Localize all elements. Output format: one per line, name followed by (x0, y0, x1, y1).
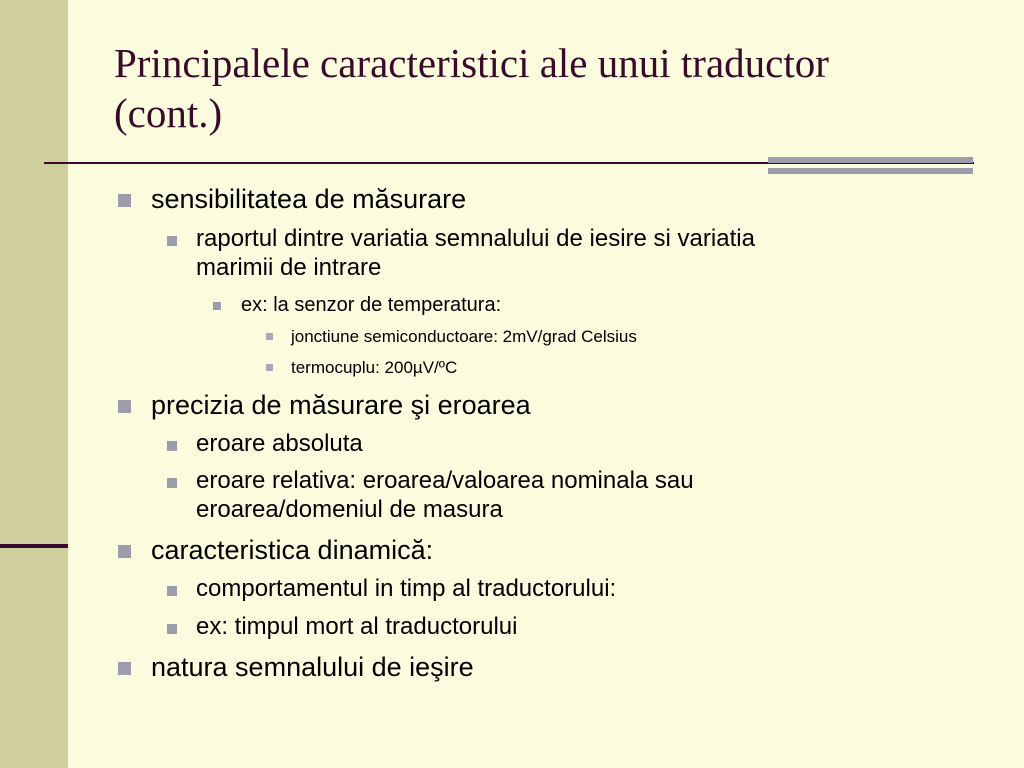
list-item-text: ex: la senzor de temperatura: (241, 294, 502, 316)
square-bullet-icon (213, 302, 221, 310)
list-item-text: comportamentul in timp al traductorului: (196, 575, 617, 602)
list-item-text: natura semnalului de ieşire (151, 652, 474, 682)
list-item-text: raportul dintre variatia semnalului de iesire si variatia (196, 225, 755, 252)
list-item-text: eroare relativa: eroarea/valoarea nominala sau (196, 467, 694, 494)
square-bullet-icon (167, 478, 177, 488)
list-item-text: ex: timpul mort al traductorului (196, 613, 518, 640)
square-bullet-icon (118, 400, 131, 413)
square-bullet-icon (118, 662, 131, 675)
square-bullet-icon (167, 236, 177, 246)
square-bullet-icon (118, 545, 131, 558)
slide-title-line-1: Principalele caracteristici ale unui traductor (114, 40, 829, 86)
side-bar (0, 0, 68, 768)
square-bullet-icon (266, 364, 273, 371)
square-bullet-icon (167, 624, 177, 634)
list-item-text-continued: marimii de intrare (196, 254, 382, 281)
title-divider-accent (768, 168, 973, 174)
side-bar-accent (0, 544, 68, 548)
square-bullet-icon (118, 194, 131, 207)
square-bullet-icon (167, 586, 177, 596)
list-item-text: precizia de măsurare şi eroarea (151, 390, 531, 420)
square-bullet-icon (266, 333, 273, 340)
title-divider-accent (768, 157, 973, 163)
square-bullet-icon (167, 441, 177, 451)
list-item-text-continued: eroarea/domeniul de masura (196, 496, 503, 523)
slide-title-line-2: (cont.) (114, 90, 223, 136)
list-item-text: sensibilitatea de măsurare (151, 184, 467, 214)
list-item-text: eroare absoluta (196, 430, 363, 457)
list-item-text: caracteristica dinamică: (151, 535, 434, 565)
slide-title (114, 38, 994, 138)
list-item-text: termocuplu: 200µV/ºC (291, 358, 458, 377)
list-item-text: jonctiune semiconductoare: 2mV/grad Celsius (291, 327, 637, 346)
